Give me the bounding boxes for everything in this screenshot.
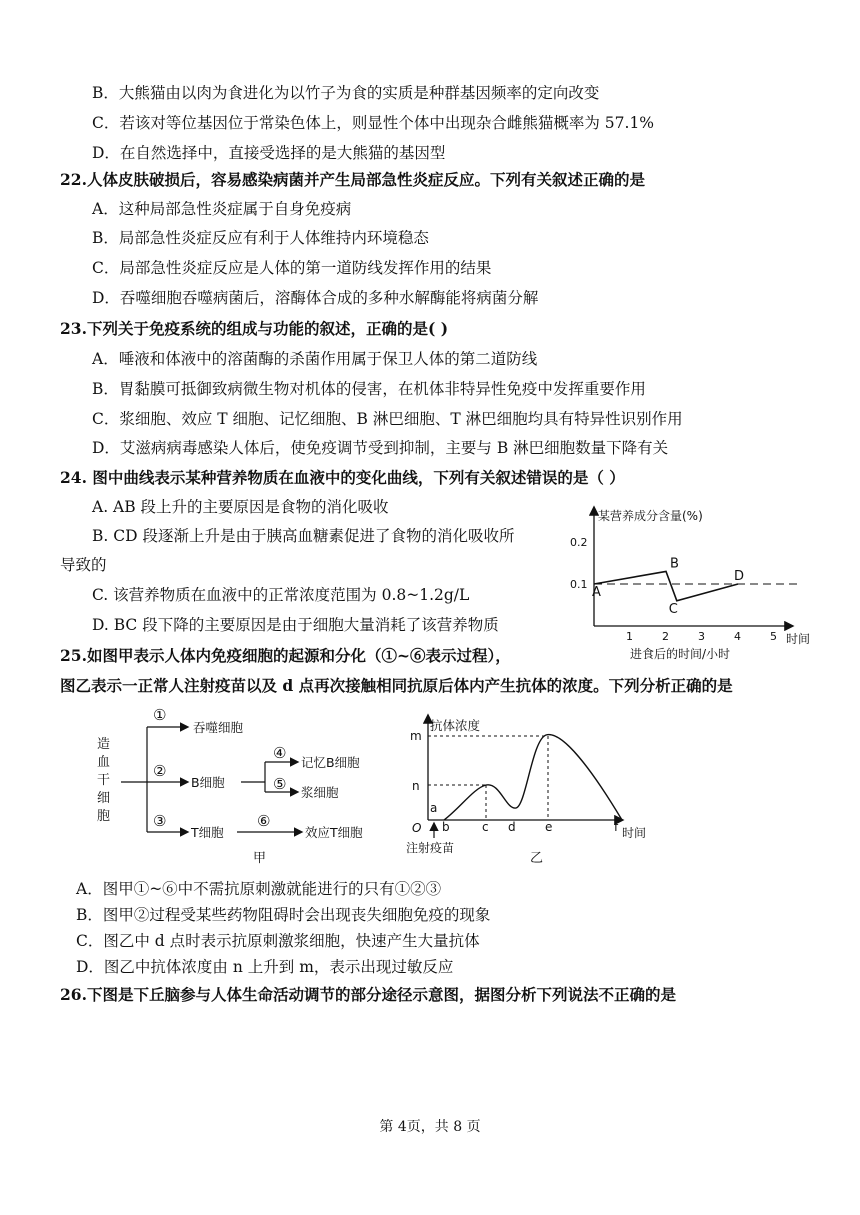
source-char: 细 xyxy=(97,791,111,806)
x-tick-label: 5 xyxy=(770,630,777,643)
graph-caption: 乙 xyxy=(530,851,544,866)
q25-option-c: C．图乙中 d 点时表示抗原刺激浆细胞，快速产生大量抗体 xyxy=(76,932,480,950)
point-label: D xyxy=(734,569,745,584)
series-polyline xyxy=(594,571,738,600)
o-label: O xyxy=(412,821,422,835)
diagram-jia xyxy=(95,700,395,870)
process-5: ⑤ xyxy=(273,775,287,793)
x-axis-label: 进食后的时间/小时 xyxy=(630,647,731,661)
n-label: n xyxy=(412,779,420,793)
q22-stem: 22.人体皮肤破损后，容易感染病菌并产生局部急性炎症反应。下列有关叙述正确的是 xyxy=(60,170,645,189)
q24-option-a: A. AB 段上升的主要原因是食物的消化吸收 xyxy=(92,498,389,516)
q21-option-b: B．大熊猫由以肉为食进化为以竹子为食的实质是种群基因频率的定向改变 xyxy=(92,84,600,102)
q24-option-b: B. CD 段逐渐上升是由于胰高血糖素促进了食物的消化吸收所 xyxy=(92,527,515,545)
point-label: A xyxy=(592,585,601,600)
x-unit-label: 时间 xyxy=(786,632,811,646)
bcell-label: B细胞 xyxy=(191,775,225,790)
x-tick-label: 1 xyxy=(626,630,633,643)
source-char: 造 xyxy=(97,737,111,752)
source-char: 胞 xyxy=(97,809,111,824)
process-6: ⑥ xyxy=(257,812,271,830)
q25-option-b: B．图甲②过程受某些药物阻碍时会出现丧失细胞免疫的现象 xyxy=(76,906,491,924)
d-label: d xyxy=(508,820,516,834)
process-1: ① xyxy=(153,706,167,724)
memory-b-label: 记忆B细胞 xyxy=(301,755,360,770)
series-line xyxy=(592,556,744,616)
x-tick-label: 3 xyxy=(698,630,705,643)
x-unit-label: 时间 xyxy=(622,826,647,840)
x-tick-label: 2 xyxy=(662,630,669,643)
plasma-label: 浆细胞 xyxy=(301,785,339,800)
c-label: c xyxy=(482,820,489,834)
phagocyte-label: 吞噬细胞 xyxy=(193,720,244,735)
y-tick-label: 0.1 xyxy=(570,578,588,591)
page-footer: 第 4页，共 8 页 xyxy=(379,1119,481,1135)
q24-graph xyxy=(560,500,820,670)
process-3: ③ xyxy=(153,812,167,830)
point-label: C xyxy=(668,601,678,617)
graph-yi xyxy=(400,700,670,870)
q22-option-d: D．吞噬细胞吞噬病菌后，溶酶体合成的多种水解酶能将病菌分解 xyxy=(92,289,539,307)
q21-option-c: C．若该对等位基因位于常染色体上，则显性个体中出现杂合雌熊猫概率为 57.1% xyxy=(92,114,655,132)
q23-option-d: D．艾滋病病毒感染人体后，使免疫调节受到抑制，主要与 B 淋巴细胞数量下降有关 xyxy=(92,439,669,457)
process-2: ② xyxy=(153,762,167,780)
y-axis-label: 抗体浓度 xyxy=(430,718,481,733)
q24-option-b-cont: 导致的 xyxy=(60,556,107,574)
q25-stem-1: 25.如图甲表示人体内免疫细胞的起源和分化（①~⑥表示过程）， xyxy=(60,646,511,665)
q23-option-a: A．唾液和体液中的溶菌酶的杀菌作用属于保卫人体的第二道防线 xyxy=(92,350,538,368)
q23-stem: 23.下列关于免疫系统的组成与功能的叙述，正确的是( ) xyxy=(60,319,449,338)
q25-option-d: D．图乙中抗体浓度由 n 上升到 m，表示出现过敏反应 xyxy=(76,958,454,976)
x-tick-label: 4 xyxy=(734,630,741,643)
source-char: 干 xyxy=(97,773,111,788)
diagram-caption: 甲 xyxy=(253,851,267,866)
b-label: b xyxy=(442,820,450,834)
q24-option-d: D. BC 段下降的主要原因是由于细胞大量消耗了该营养物质 xyxy=(92,616,499,634)
x-ticks xyxy=(626,630,777,643)
tcell-label: T细胞 xyxy=(191,825,224,840)
source-char: 血 xyxy=(97,755,111,770)
q24-stem: 24. 图中曲线表示某种营养物质在血液中的变化曲线，下列有关叙述错误的是（ ） xyxy=(60,468,625,487)
effector-t-label: 效应T细胞 xyxy=(305,825,363,840)
q23-option-b: B．胃黏膜可抵御致病微生物对机体的侵害，在机体非特异性免疫中发挥重要作用 xyxy=(92,380,646,398)
vaccine-label: 注射疫苗 xyxy=(406,841,455,855)
q25-stem-2: 图乙表示一正常人注射疫苗以及 d 点再次接触相同抗原后体内产生抗体的浓度。下列分析正确的是 xyxy=(60,676,733,695)
q21-option-d: D．在自然选择中，直接受选择的是大熊猫的基因型 xyxy=(92,144,446,162)
process-4: ④ xyxy=(273,744,287,762)
q25-option-a: A．图甲①~⑥中不需抗原刺激就能进行的只有①②③ xyxy=(76,880,442,898)
q24-option-c: C. 该营养物质在血液中的正常浓度范围为 0.8~1.2g/L xyxy=(92,586,470,604)
q23-option-c: C．浆细胞、效应 T 细胞、记忆细胞、B 淋巴细胞、T 淋巴细胞均具有特异性识别作用 xyxy=(92,410,683,428)
m-label: m xyxy=(410,729,422,743)
q26-stem: 26.下图是下丘脑参与人体生命活动调节的部分途径示意图，据图分析下列说法不正确的是 xyxy=(60,985,676,1004)
antibody-curve xyxy=(444,735,622,820)
a-label: a xyxy=(430,801,438,815)
q22-option-c: C．局部急性炎症反应是人体的第一道防线发挥作用的结果 xyxy=(92,259,492,277)
point-label: B xyxy=(670,556,679,572)
e-label: e xyxy=(545,820,553,834)
y-tick-label: 0.2 xyxy=(570,536,588,549)
q22-option-a: A．这种局部急性炎症属于自身免疫病 xyxy=(92,200,352,218)
q22-option-b: B．局部急性炎症反应有利于人体维持内环境稳态 xyxy=(92,229,429,247)
y-axis-label: 某营养成分含量(%) xyxy=(598,509,703,523)
f-label: f xyxy=(614,820,619,834)
